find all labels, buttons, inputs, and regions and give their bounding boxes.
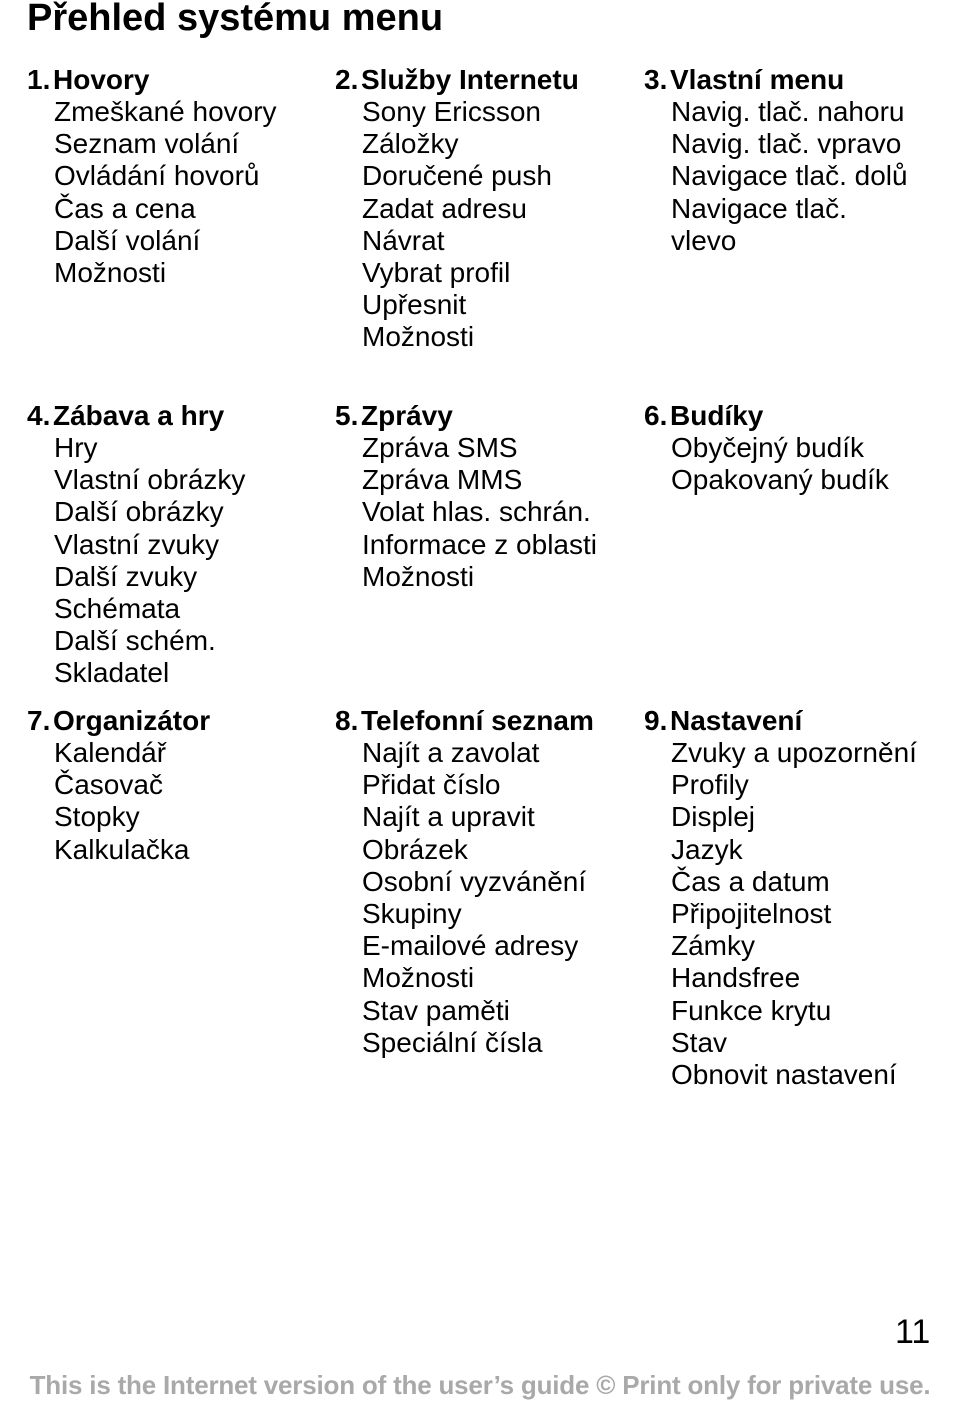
section-hovory bbox=[27, 64, 347, 289]
menu-item: Displej bbox=[671, 801, 756, 833]
section-items bbox=[644, 737, 960, 1091]
section-title: Zprávy bbox=[361, 400, 453, 431]
menu-item: Časovač bbox=[54, 769, 163, 801]
menu-item: Opakovaný budík bbox=[671, 464, 889, 496]
menu-item: Stav paměti bbox=[362, 994, 510, 1026]
section-items bbox=[27, 737, 347, 866]
menu-item: Další zvuky bbox=[54, 560, 198, 592]
menu-item: Funkce krytu bbox=[671, 994, 832, 1026]
section-heading bbox=[335, 400, 655, 432]
menu-item: Čas a cena bbox=[54, 192, 196, 224]
menu-item: Zámky bbox=[671, 930, 755, 962]
menu-item: Hry bbox=[54, 432, 98, 463]
menu-item: Další schém. bbox=[54, 625, 216, 657]
section-items bbox=[644, 432, 960, 496]
menu-item: Informace z oblasti bbox=[362, 528, 597, 560]
menu-item: Skladatel bbox=[54, 657, 170, 689]
section-title: Služby Internetu bbox=[361, 64, 579, 95]
section-items bbox=[335, 432, 655, 593]
section-number: 6. bbox=[644, 400, 668, 431]
menu-item: Kalkulačka bbox=[54, 833, 190, 865]
menu-item: vlevo bbox=[671, 224, 737, 256]
section-zabava-a-hry bbox=[27, 400, 347, 690]
section-heading bbox=[335, 64, 655, 96]
menu-item: Sony Ericsson bbox=[362, 96, 541, 127]
menu-item: Možnosti bbox=[362, 321, 475, 353]
section-title: Vlastní menu bbox=[670, 64, 845, 95]
menu-item: Záložky bbox=[362, 128, 459, 160]
menu-item: Navigace tlač. bbox=[671, 192, 847, 224]
menu-item: Navigace tlač. dolů bbox=[671, 160, 908, 192]
page-title: Přehled systému menu bbox=[27, 0, 444, 39]
section-heading bbox=[27, 705, 347, 737]
menu-item: Doručené push bbox=[362, 160, 552, 192]
section-number: 8. bbox=[335, 705, 359, 736]
section-zpravy bbox=[335, 400, 655, 593]
menu-item: Seznam volání bbox=[54, 128, 240, 160]
section-number: 4. bbox=[27, 400, 51, 431]
section-items bbox=[27, 96, 347, 289]
menu-item: Možnosti bbox=[362, 962, 475, 994]
menu-item: Jazyk bbox=[671, 833, 743, 865]
menu-item: Vlastní zvuky bbox=[54, 528, 219, 560]
page-number: 11 bbox=[895, 1313, 931, 1351]
section-heading bbox=[644, 400, 960, 432]
section-number: 5. bbox=[335, 400, 359, 431]
section-heading bbox=[335, 705, 655, 737]
section-title: Budíky bbox=[670, 400, 764, 431]
menu-item: Najít a zavolat bbox=[362, 737, 540, 768]
section-items bbox=[335, 737, 655, 1059]
section-telefonni-seznam bbox=[335, 705, 655, 1059]
menu-item: Zadat adresu bbox=[362, 192, 527, 224]
section-number: 3. bbox=[644, 64, 668, 95]
section-vlastni-menu bbox=[644, 64, 960, 257]
menu-item: Volat hlas. schrán. bbox=[362, 496, 591, 528]
section-heading bbox=[27, 400, 347, 432]
section-title: Organizátor bbox=[53, 705, 211, 736]
menu-item: Profily bbox=[671, 769, 749, 801]
menu-item: Navig. tlač. nahoru bbox=[671, 96, 905, 127]
menu-item: Ovládání hovorů bbox=[54, 160, 260, 192]
footer-notice: This is the Internet version of the user’s guide © Print only for private use. bbox=[29, 1370, 931, 1400]
section-number: 7. bbox=[27, 705, 51, 736]
menu-item: Obrázek bbox=[362, 833, 468, 865]
menu-item: Speciální čísla bbox=[362, 1026, 543, 1058]
section-organizator bbox=[27, 705, 347, 866]
menu-item: Návrat bbox=[362, 224, 445, 256]
menu-item: Čas a datum bbox=[671, 865, 830, 897]
menu-item: Schémata bbox=[54, 593, 181, 625]
section-title: Telefonní seznam bbox=[361, 705, 594, 736]
section-title: Nastavení bbox=[670, 705, 803, 736]
section-heading bbox=[644, 705, 960, 737]
section-sluzby-internetu bbox=[335, 64, 655, 354]
section-number: 2. bbox=[335, 64, 359, 95]
section-items bbox=[335, 96, 655, 354]
menu-item: Osobní vyzvánění bbox=[362, 865, 587, 897]
menu-item: Stav bbox=[671, 1026, 728, 1058]
menu-item: Další volání bbox=[54, 224, 201, 256]
section-budiky bbox=[644, 400, 960, 496]
menu-item: Obnovit nastavení bbox=[671, 1059, 897, 1091]
section-title: Hovory bbox=[53, 64, 150, 95]
menu-item: Vlastní obrázky bbox=[54, 464, 246, 496]
menu-item: Navig. tlač. vpravo bbox=[671, 128, 902, 160]
section-heading bbox=[644, 64, 960, 96]
section-items bbox=[644, 96, 960, 257]
menu-item: Vybrat profil bbox=[362, 257, 511, 289]
menu-item: Upřesnit bbox=[362, 289, 467, 321]
menu-item: Obyčejný budík bbox=[671, 432, 864, 463]
menu-item: Skupiny bbox=[362, 898, 462, 930]
menu-item: Připojitelnost bbox=[671, 898, 832, 930]
menu-item: Zvuky a upozornění bbox=[671, 737, 917, 768]
menu-item: Stopky bbox=[54, 801, 140, 833]
section-title: Zábava a hry bbox=[53, 400, 225, 431]
menu-item: Zpráva SMS bbox=[362, 432, 518, 463]
section-number: 1. bbox=[27, 64, 51, 95]
section-heading bbox=[27, 64, 347, 96]
menu-item: Další obrázky bbox=[54, 496, 224, 528]
menu-item: E-mailové adresy bbox=[362, 930, 579, 962]
section-number: 9. bbox=[644, 705, 668, 736]
section-items bbox=[27, 432, 347, 690]
menu-item: Zpráva MMS bbox=[362, 464, 523, 496]
menu-item: Přidat číslo bbox=[362, 769, 501, 801]
menu-item: Zmeškané hovory bbox=[54, 96, 277, 127]
menu-item: Možnosti bbox=[362, 560, 475, 592]
menu-item: Handsfree bbox=[671, 962, 801, 994]
menu-item: Možnosti bbox=[54, 257, 167, 289]
menu-item: Najít a upravit bbox=[362, 801, 535, 833]
section-nastaveni bbox=[644, 705, 960, 1091]
menu-item: Kalendář bbox=[54, 737, 167, 768]
